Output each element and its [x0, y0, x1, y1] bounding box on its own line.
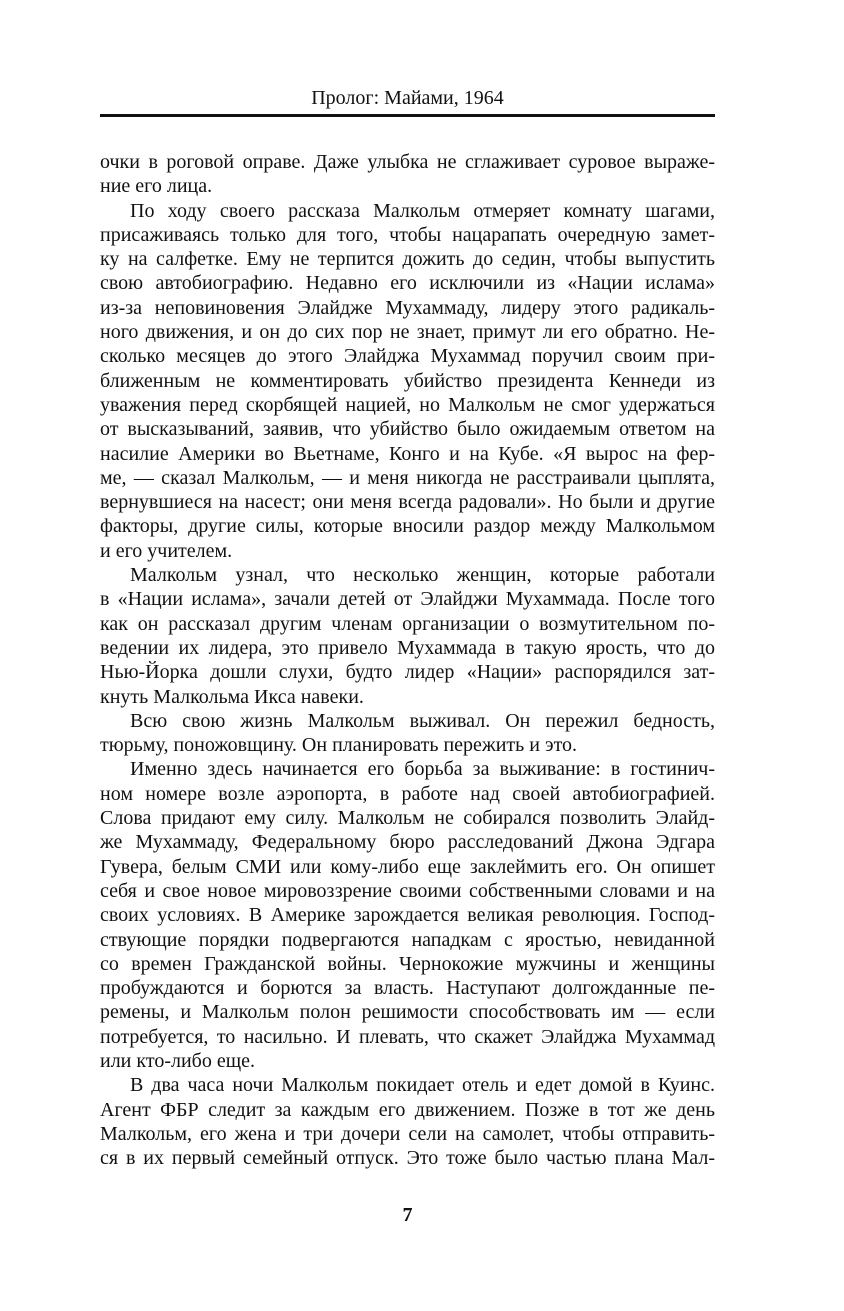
text-line: присаживаясь только для того, чтобы нацарапать очередную замет-	[100, 223, 715, 246]
text-line: Нью-Йорка дошли слухи, будто лидер «Нации» распорядился зат-	[100, 661, 715, 684]
text-line: тюрьму, поножовщину. Он планировать пережить и это.	[100, 734, 578, 757]
text-line: Слова придают ему силу. Малкольм не собирался позволить Элайд-	[100, 807, 715, 830]
text-line: По ходу своего рассказа Малкольм отмеряет комнату шагами,	[130, 199, 715, 222]
text-line: и его учителем.	[100, 539, 233, 562]
text-line: ремены, и Малкольм полон решимости способствовать им — если	[100, 1001, 715, 1024]
text-line: из-за неповиновения Элайдже Мухаммаду, лидеру этого радикаль-	[100, 296, 715, 319]
text-line: Малкольм узнал, что несколько женщин, которые работали	[130, 564, 715, 587]
running-header: Пролог: Майами, 1964	[100, 84, 715, 117]
text-line: вернувшиеся на насест; они меня всегда радовали». Но были и другие	[100, 491, 715, 514]
text-line: ном номере возле аэропорта, в работе над своей автобиографией.	[100, 782, 715, 805]
text-line: от высказываний, заявив, что убийство было ожидаемым ответом на	[100, 418, 715, 441]
text-line: ся в их первый семейный отпуск. Это тоже было частью плана Мал-	[100, 1147, 715, 1170]
text-line: же Мухаммаду, Федеральному бюро расследований Джона Эдгара	[100, 831, 715, 854]
text-line: ствующие порядки подвергаются нападкам с яростью, невиданной	[100, 928, 715, 951]
text-line: Агент ФБР следит за каждым его движением. Позже в тот же день	[100, 1098, 715, 1121]
text-line: Гувера, белым СМИ или кому-либо еще заклеймить его. Он опишет	[100, 855, 715, 878]
text-line: уважения перед скорбящей нацией, но Малкольм не смог удержаться	[100, 393, 715, 416]
text-line: потребуется, то насильно. И плевать, что скажет Элайджа Мухаммад	[100, 1025, 715, 1048]
text-line: как он рассказал другим членам организации о возмутительном по-	[100, 612, 715, 635]
text-line: насилие Америки во Вьетнаме, Конго и на Кубе. «Я вырос на фер-	[100, 442, 715, 465]
text-line: Именно здесь начинается его борьба за выживание: в гостинич-	[130, 758, 715, 781]
text-line: очки в роговой оправе. Даже улыбка не сглаживает суровое выраже-	[100, 151, 715, 173]
text-line: свою автобиографию. Недавно его исключили из «Нации ислама»	[100, 272, 715, 295]
text-line: факторы, другие силы, которые вносили раздор между Малкольмом	[100, 515, 715, 538]
body-text	[100, 150, 715, 1170]
text-line: ного движения, и он до сих пор не знает, примут ли его обратно. Не-	[100, 321, 715, 344]
text-line: или кто-либо еще.	[100, 1049, 255, 1072]
text-line: со времен Гражданской войны. Чернокожие мужчины и женщины	[100, 952, 715, 975]
text-line: В два часа ночи Малкольм покидает отель и едет домой в Куинс.	[130, 1074, 715, 1097]
text-line: себя и свое новое мировоззрение своими собственными словами и на	[100, 879, 715, 902]
text-line: ние его лица.	[100, 175, 213, 198]
text-line: кнуть Малкольма Икса навеки.	[100, 685, 364, 708]
text-line: сколько месяцев до этого Элайджа Мухаммад поручил своим при-	[100, 345, 715, 368]
text-line: Малкольм, его жена и три дочери сели на самолет, чтобы отправить-	[100, 1122, 715, 1145]
text-line: Всю свою жизнь Малкольм выживал. Он пережил бедность,	[130, 709, 715, 732]
text-line: ку на салфетке. Ему не терпится дожить до седин, чтобы выпустить	[100, 248, 715, 271]
text-line: в «Нации ислама», зачали детей от Элайджи Мухаммада. После того	[100, 588, 715, 611]
text-line: своих условиях. В Америке зарождается великая революция. Господ-	[100, 904, 715, 927]
text-line: ведении их лидера, это привело Мухаммада в такую ярость, что до	[100, 636, 715, 659]
text-line: пробуждаются и борются за власть. Наступают долгожданные пе-	[100, 977, 715, 1000]
text-line: ме, — сказал Малкольм, — и меня никогда не расстраивали цыплята,	[100, 466, 715, 489]
page-number: 7	[402, 1204, 413, 1226]
text-line: ближенным не комментировать убийство президента Кеннеди из	[100, 369, 715, 392]
